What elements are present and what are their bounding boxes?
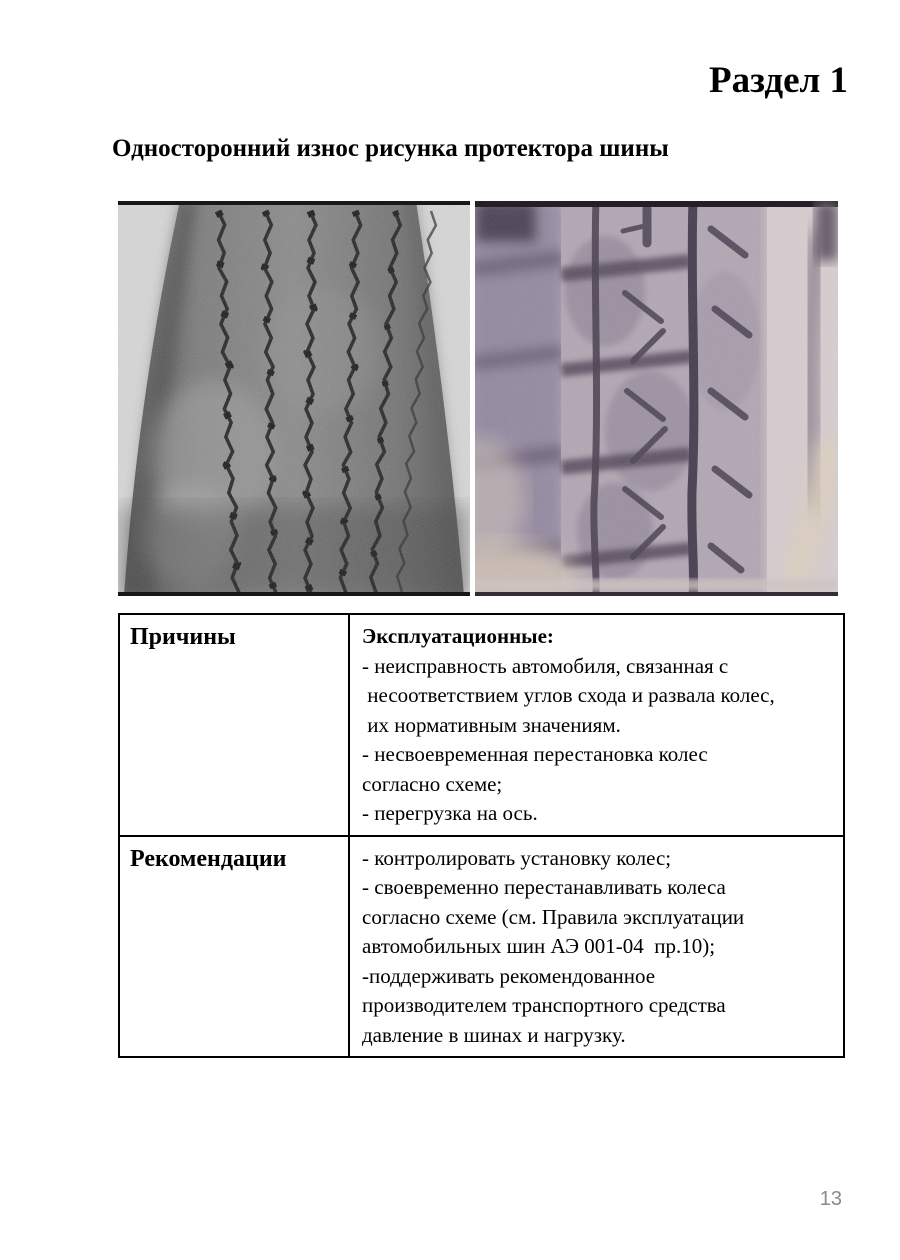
- causes-line: - перегрузка на ось.: [362, 801, 538, 826]
- causes-line: - неисправность автомобиля, связанная с: [362, 653, 729, 678]
- table-row-causes: [120, 615, 843, 835]
- recommendations-content: [350, 837, 843, 1057]
- recommendations-line: автомобильных шин АЭ 001-04 пр.10);: [362, 934, 716, 959]
- worn-tire-photo: [118, 201, 470, 596]
- recommendations-line: -поддерживать рекомендованное: [362, 963, 656, 988]
- causes-content: [350, 615, 843, 835]
- causes-line: - несвоевременная перестановка колес: [362, 742, 708, 767]
- tire-images-row: [118, 201, 900, 596]
- causes-recommendations-table: [118, 613, 845, 1058]
- page-title: Раздел 1: [709, 60, 848, 101]
- causes-line: согласно схеме;: [362, 771, 503, 796]
- recommendations-line: давление в шинах и нагрузку.: [362, 1022, 626, 1047]
- recommendations-line: производителем транспортного средства: [362, 993, 726, 1018]
- row-header-recommendations: Рекомендации: [120, 837, 350, 1057]
- doc-subtitle: Односторонний износ рисунка протектора шины: [112, 134, 669, 162]
- causes-line: Эксплуатационные:: [362, 624, 554, 649]
- causes-line: несоответствием углов схода и развала колес,: [362, 683, 775, 708]
- recommendations-line: согласно схеме (см. Правила эксплуатации: [362, 904, 745, 929]
- tire-tread-closeup-photo: [475, 201, 838, 596]
- causes-line: их нормативным значениям.: [362, 712, 621, 737]
- recommendations-line: - своевременно перестанавливать колеса: [362, 875, 726, 900]
- table-row-recommendations: [120, 835, 843, 1057]
- row-header-causes: Причины: [120, 615, 350, 835]
- page-number: 13: [819, 1188, 842, 1210]
- recommendations-line: - контролировать установку колес;: [362, 845, 672, 870]
